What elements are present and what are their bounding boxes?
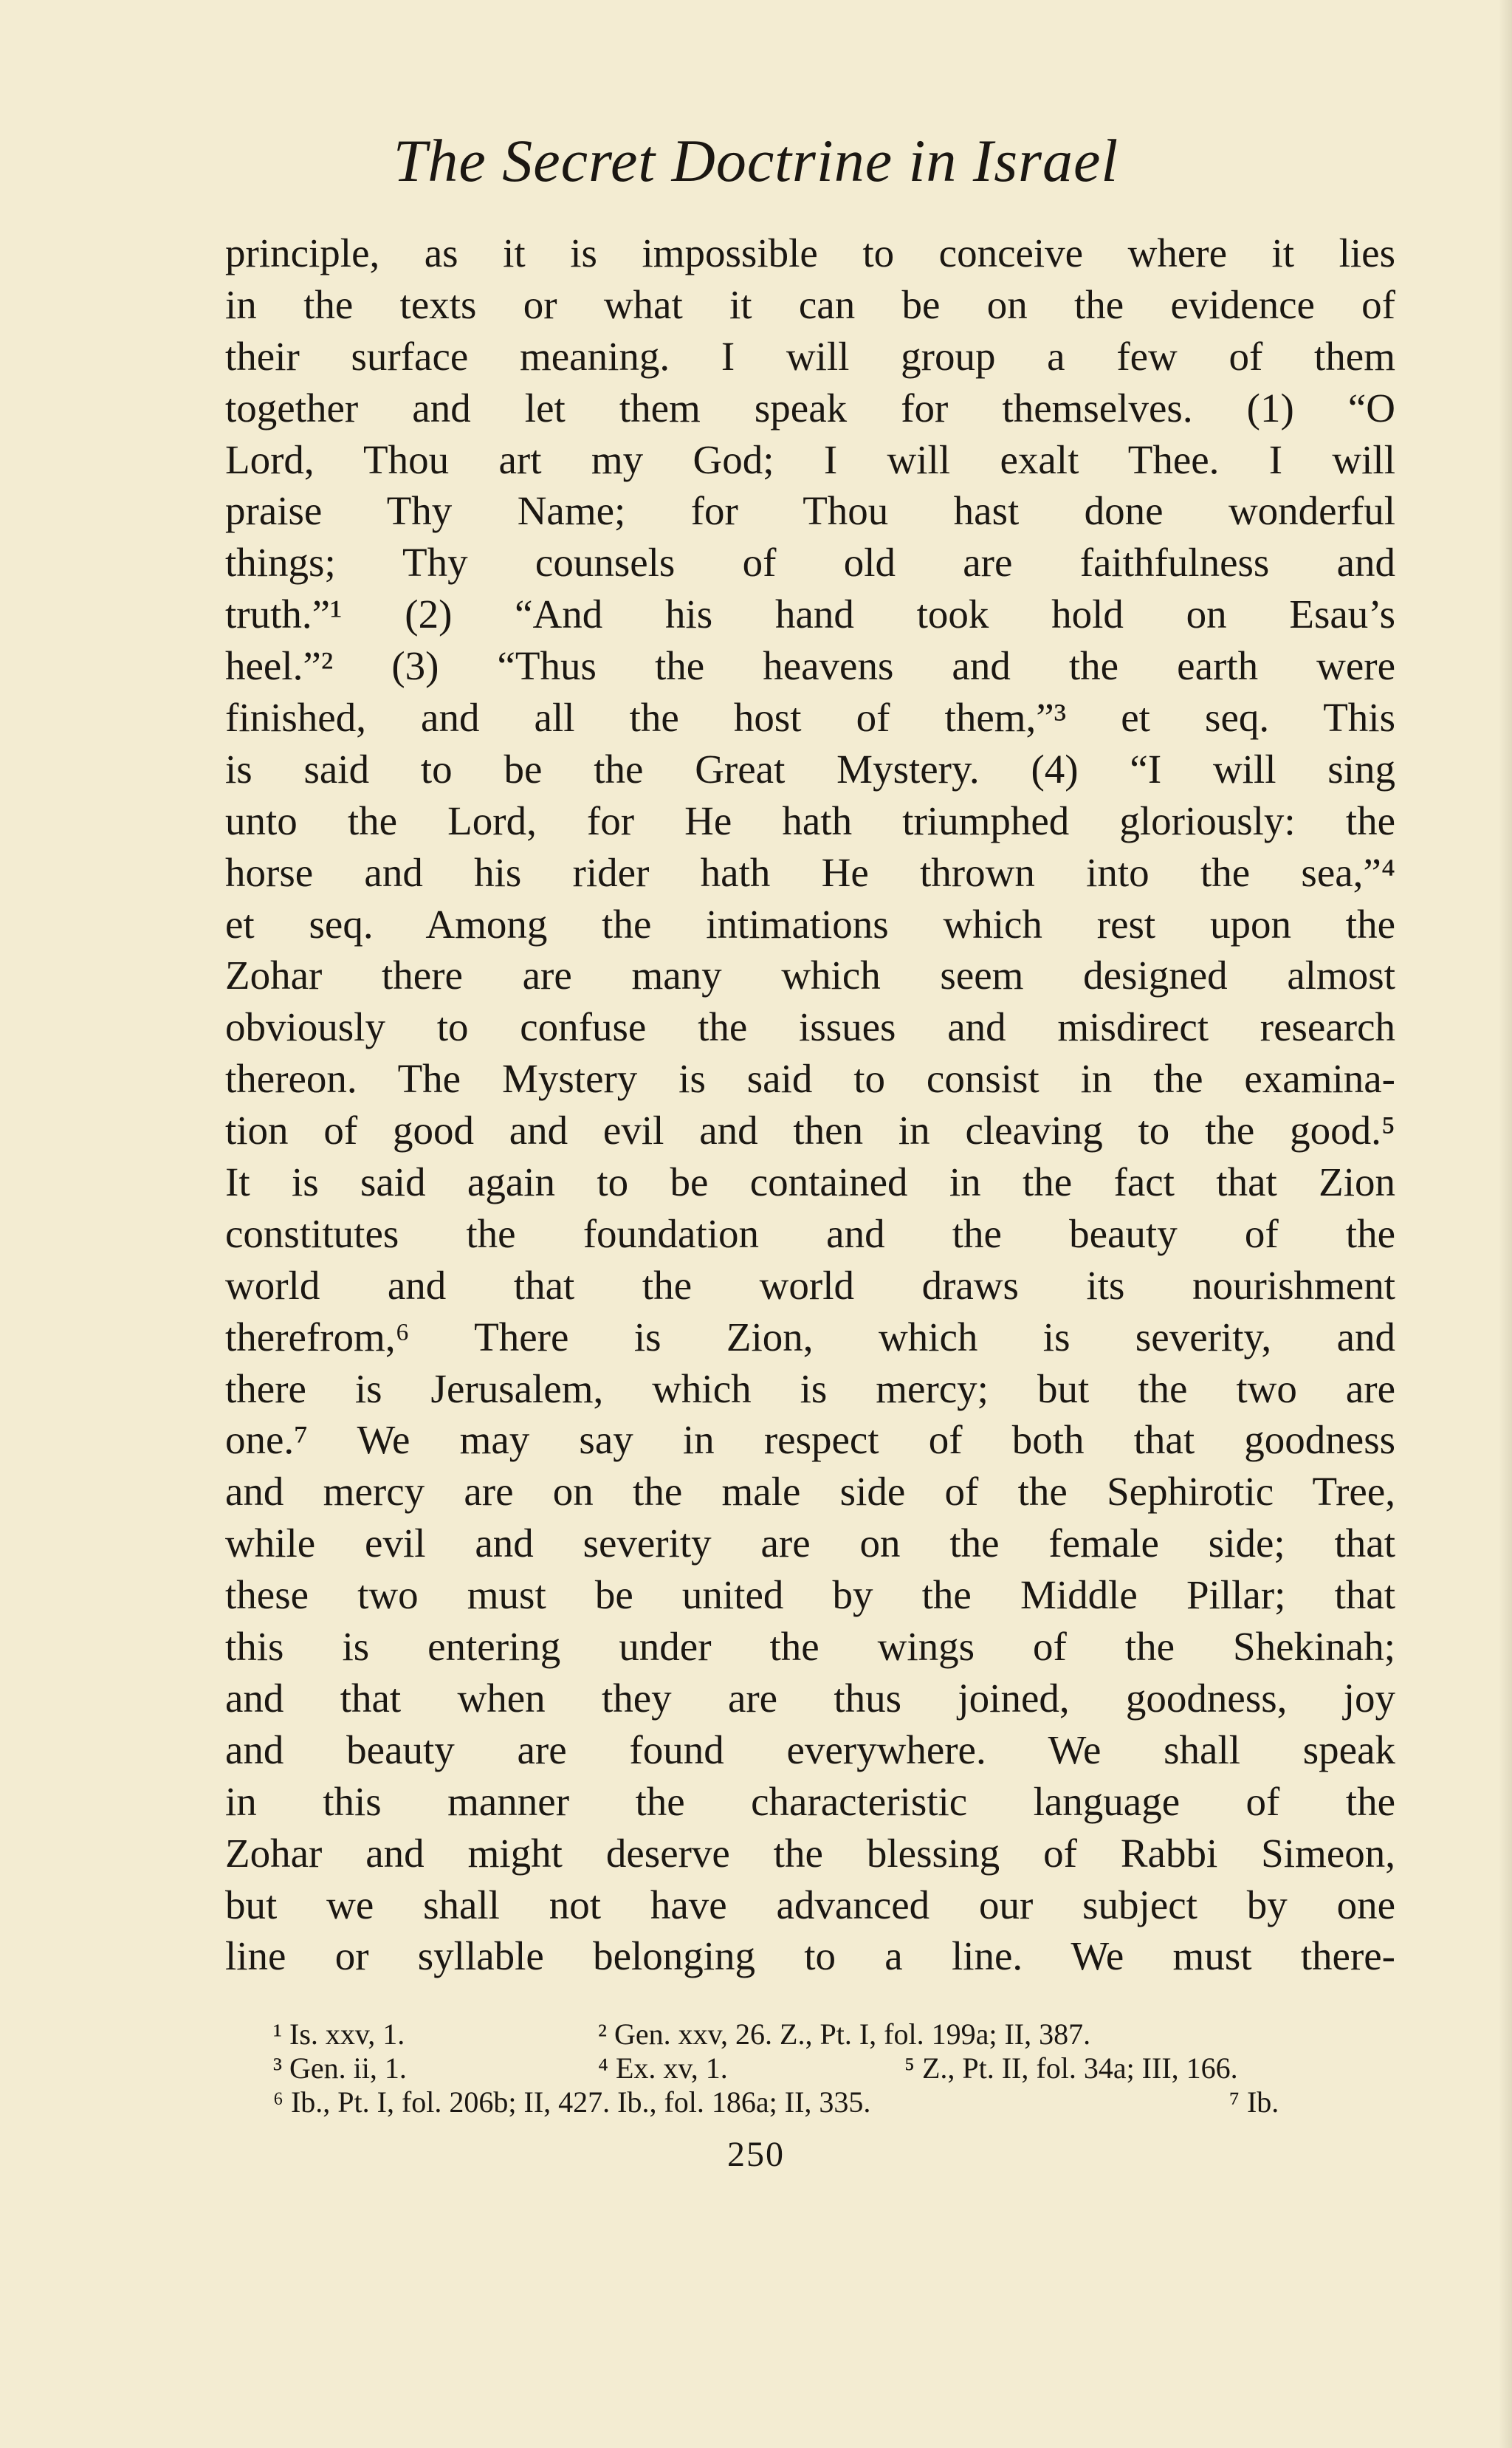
page-number: 250 <box>727 2135 785 2174</box>
text-line: there is Jerusalem, which is mercy; but the two are <box>225 1365 1395 1411</box>
text-line: constitutes the foundation and the beauty of the <box>225 1210 1395 1256</box>
footnote-1: ¹ Is. xxv, 1. <box>273 2017 405 2051</box>
text-line: and mercy are on the male side of the Sephirotic Tree, <box>225 1469 1395 1515</box>
text-line: principle, as it is impossible to conceive where it lies <box>225 230 1395 275</box>
text-line: line or syllable belonging to a line. We must there- <box>225 1933 1395 1979</box>
text-line: Zohar and might deserve the blessing of Rabbi Simeon, <box>225 1830 1395 1876</box>
text-line: and beauty are found everywhere. We shall speak <box>225 1727 1395 1772</box>
text-line: It is said again to be contained in the fact that Zion <box>225 1159 1395 1205</box>
text-line: truth.”¹ (2) “And his hand took hold on Esau’s <box>225 592 1395 637</box>
text-line: Zohar there are many which seem designed almost <box>225 953 1395 998</box>
footnote-5: ⁵ Z., Pt. II, fol. 34a; III, 166. <box>904 2051 1238 2085</box>
text-line: therefrom,⁶ There is Zion, which is severity, and <box>225 1314 1395 1360</box>
text-line: their surface meaning. I will group a few of them <box>225 333 1395 379</box>
running-head: The Secret Doctrine in Israel <box>393 127 1119 194</box>
text-line: one.⁷ We may say in respect of both that goodness <box>225 1417 1395 1463</box>
text-line: tion of good and evil and then in cleaving to the good.⁵ <box>225 1108 1395 1153</box>
text-line: this is entering under the wings of the Shekinah; <box>225 1624 1395 1670</box>
text-line: praise Thy Name; for Thou hast done wonderful <box>225 488 1395 534</box>
text-line: thereon. The Mystery is said to consist in the examina- <box>225 1056 1395 1102</box>
footnote-2: ² Gen. xxv, 26. Z., Pt. I, fol. 199a; II, 387. <box>598 2017 1091 2051</box>
text-line: et seq. Among the intimations which rest upon the <box>225 901 1395 947</box>
page-edge-shadow <box>1499 0 1512 2448</box>
footnote-7: ⁷ Ib. <box>1229 2085 1279 2119</box>
text-line: heel.”² (3) “Thus the heavens and the earth were <box>225 643 1395 689</box>
text-line: while evil and severity are on the female side; that <box>225 1520 1395 1566</box>
text-line: unto the Lord, for He hath triumphed gloriously: the <box>225 798 1395 843</box>
text-line: and that when they are thus joined, goodness, joy <box>225 1675 1395 1721</box>
footnote-row-2 <box>273 2051 1395 2085</box>
text-line: in this manner the characteristic language of the <box>225 1778 1395 1824</box>
text-line: these two must be united by the Middle Pillar; that <box>225 1572 1395 1618</box>
text-line: is said to be the Great Mystery. (4) “I will sing <box>225 746 1395 792</box>
text-line: in the texts or what it can be on the evidence of <box>225 281 1395 327</box>
body-text <box>225 227 1395 1982</box>
text-line: things; Thy counsels of old are faithfulness and <box>225 540 1395 586</box>
text-line: horse and his rider hath He thrown into the sea,”⁴ <box>225 849 1395 895</box>
text-line: but we shall not have advanced our subject by one <box>225 1882 1395 1927</box>
text-line: together and let them speak for themselves. (1) “O <box>225 385 1395 431</box>
text-line: finished, and all the host of them,”³ et seq. This <box>225 695 1395 741</box>
footnote-row-3 <box>273 2085 1395 2119</box>
footnote-6: ⁶ Ib., Pt. I, fol. 206b; II, 427. Ib., fol. 186a; II, 335. <box>273 2085 871 2119</box>
footnotes <box>273 2017 1395 2119</box>
footnote-3: ³ Gen. ii, 1. <box>273 2051 407 2085</box>
text-line: world and that the world draws its nourishment <box>225 1262 1395 1308</box>
text-line: Lord, Thou art my God; I will exalt Thee. I will <box>225 436 1395 482</box>
footnote-row-1 <box>273 2017 1395 2051</box>
text-line: obviously to confuse the issues and misdirect research <box>225 1004 1395 1050</box>
footnote-4: ⁴ Ex. xv, 1. <box>598 2051 728 2085</box>
